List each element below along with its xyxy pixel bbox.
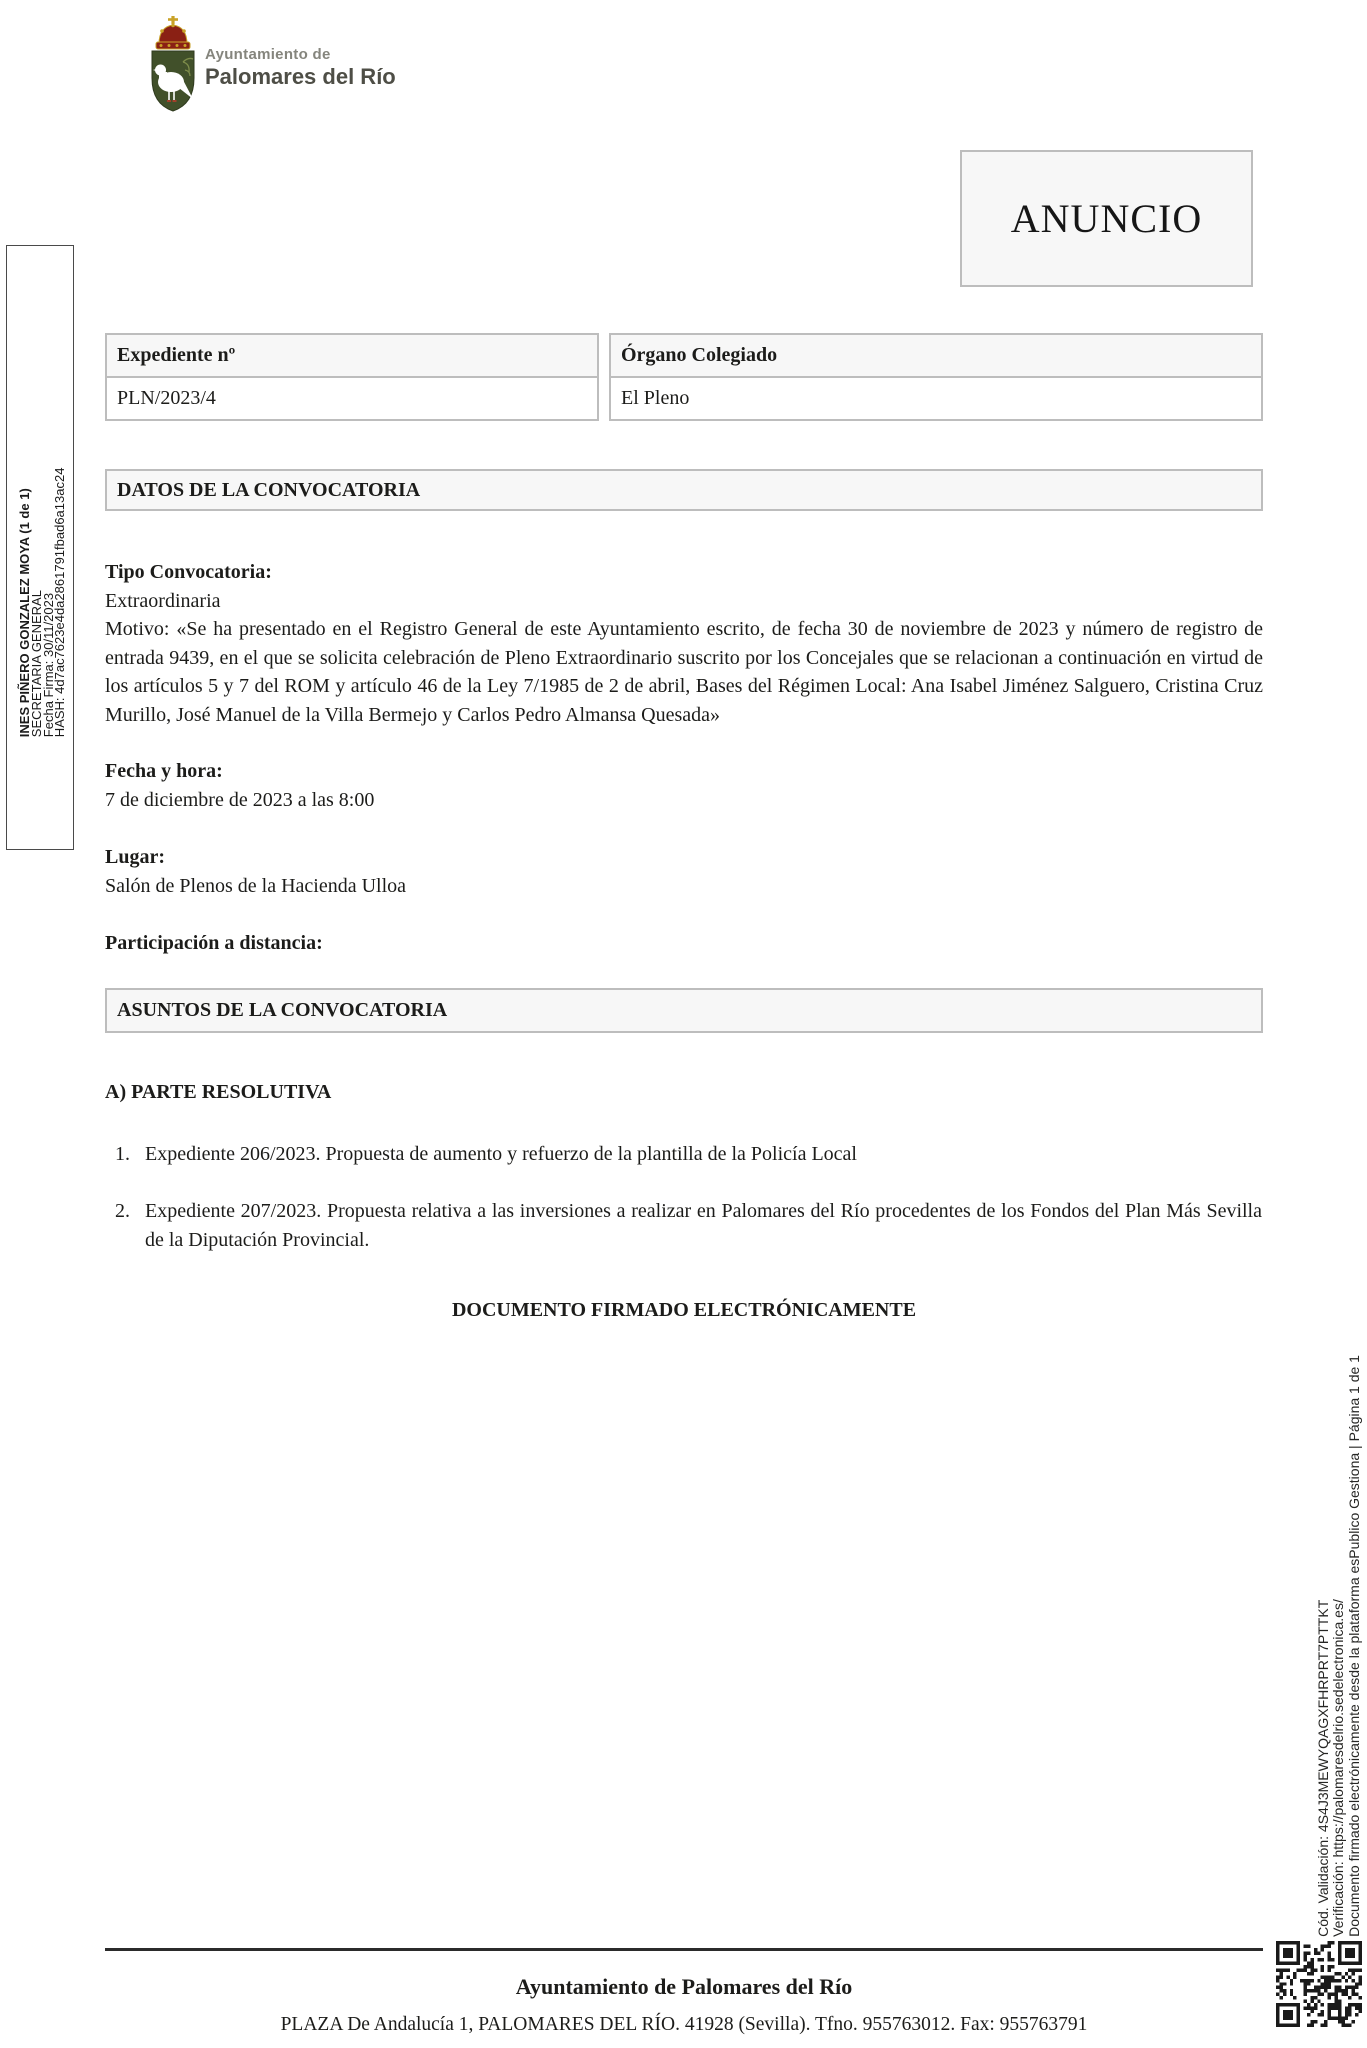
tipo-label: Tipo Convocatoria: [105, 561, 272, 583]
footer-title: Ayuntamiento de Palomares del Río [515, 1974, 853, 1999]
lugar-value: Salón de Plenos de la Hacienda Ulloa [105, 874, 407, 897]
participacion-block [105, 929, 1263, 958]
platform-page-note: Documento firmado electrónicamente desde la plataforma esPublico Gestiona | Página 1 de 1 [1345, 1355, 1362, 1937]
case-table-header-expediente: Expediente nº [105, 333, 599, 378]
case-table-value-organo: El Pleno [609, 376, 1263, 421]
section-header-asuntos [105, 988, 1263, 1033]
signed-electronically-notice: DOCUMENTO FIRMADO ELECTRÓNICAMENTE [451, 1299, 917, 1321]
agenda-item-text: Expediente 207/2023. Propuesta relativa a las inversiones a realizar en Palomares del Río procedentes de los Fondos del Plan Más Sevilla de la Diputación Provincial. [145, 1200, 1262, 1251]
agenda-item-number: 1. [115, 1143, 130, 1165]
signature-margin-text [16, 467, 68, 737]
agenda-item-text: Expediente 206/2023. Propuesta de aumento y refuerzo de la plantilla de la Policía Local [145, 1143, 857, 1165]
section-header-asuntos-label: ASUNTOS DE LA CONVOCATORIA [117, 999, 448, 1021]
case-table-value-expediente: PLN/2023/4 [105, 376, 599, 421]
announcement-title-box [960, 150, 1253, 287]
signature-hash: HASH: 4d7ac7623e4da2861791fbad6a13ac24 [52, 467, 68, 737]
qr-code [1276, 1941, 1362, 2027]
section-header-datos-label: DATOS DE LA CONVOCATORIA [117, 478, 421, 501]
validation-code: Cód. Validación: 4S4J3MEWYQAGXFHRPRT7PTTKT [1315, 1599, 1332, 1937]
case-table-header-organo: Órgano Colegiado [609, 333, 1263, 378]
tipo-value: Extraordinaria [105, 589, 221, 612]
signature-margin-box [6, 245, 74, 850]
logo-line1: Ayuntamiento de [205, 46, 331, 63]
fecha-hora-block [105, 757, 1263, 814]
validation-margin-text [1316, 1355, 1362, 1937]
announcement-title: ANUNCIO [1010, 196, 1203, 241]
lugar-label: Lugar: [105, 846, 165, 868]
fecha-value: 7 de diciembre de 2023 a las 8:00 [105, 788, 375, 811]
motivo-paragraph: Motivo: «Se ha presentado en el Registro General de este Ayuntamiento escrito, de fecha 30 de noviembre de 2023 y número de registro de entrada 9439, en el que se solicita celebración de Pleno Extraordinario suscrito por los Concejales que se relacionan a continuación en virtud de los artículos 5 y 7 del ROM y artículo 46 de la Ley 7/1985 de 2 de abril, Bases del Régimen Local: Ana Isabel Jiménez Salguero, Cristina Cruz Murillo, José Manuel de la Villa Bermejo y Carlos Pedro Almansa Quesada» [105, 618, 1263, 726]
agenda-item [115, 1197, 1262, 1254]
section-header-datos [105, 469, 1263, 511]
agenda-item-number: 2. [115, 1200, 130, 1222]
verification-url: Verificación: https://palomaresdelrio.sedelectronica.es/ [1330, 1599, 1347, 1937]
signer-name: INES PIÑERO GONZALEZ MOYA (1 de 1) [16, 488, 32, 737]
participacion-label: Participación a distancia: [105, 932, 323, 954]
signature-date: Fecha Firma: 30/11/2023 [40, 592, 56, 737]
logo-line2: Palomares del Río [205, 64, 396, 89]
footer-address: PLAZA De Andalucía 1, PALOMARES DEL RÍO. 41928 (Sevilla). Tfno. 955763012. Fax: 955763791 [280, 2014, 1088, 2035]
footer-divider [105, 1948, 1263, 1951]
signer-role: SECRETARIA GENERAL [28, 589, 44, 737]
fecha-label: Fecha y hora: [105, 760, 223, 782]
parte-resolutiva-heading: A) PARTE RESOLUTIVA [105, 1081, 332, 1103]
tipo-convocatoria-block [105, 558, 1263, 729]
lugar-block [105, 843, 1263, 900]
case-table [105, 333, 1263, 421]
coat-of-arms-icon [146, 16, 200, 112]
municipality-logo [146, 16, 546, 112]
logo-text [205, 46, 396, 90]
agenda-item [115, 1140, 1262, 1169]
